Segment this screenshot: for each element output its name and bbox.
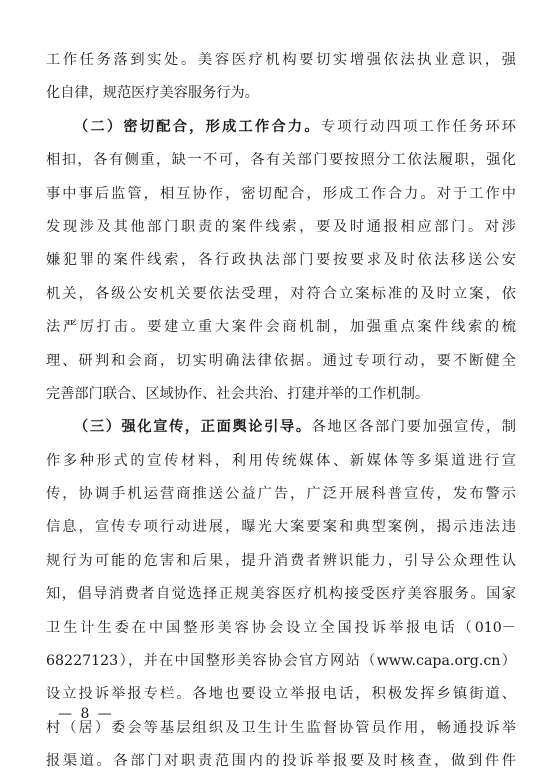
- text-line: 化自律，规范医疗美容服务行为。: [46, 85, 259, 102]
- text-line: 嫌犯罪的案件线索，各行政执法部门要按要求及时依法移送公安: [46, 252, 516, 269]
- text-line: 事中事后监管，相互协作，密切配合，形成工作合力。对于工作中: [46, 185, 516, 202]
- text-span: 各地区各部门要加强宣传，制: [311, 419, 516, 436]
- section-heading-2: （二）密切配合，形成工作合力。: [74, 118, 321, 135]
- text-line: 规行为可能的危害和后果，提升消费者辨识能力，引导公众理性认: [46, 552, 516, 569]
- text-line: 法严厉打击。要建立重大案件会商机制，加强重点案件线索的梳: [46, 319, 516, 336]
- text-line: 卫生计生委在中国整形美容协会设立全国投诉举报电话（010－: [46, 619, 516, 636]
- text-line: 设立投诉举报专栏。各地也要设立举报电话，积极发挥乡镇街道、: [46, 686, 516, 703]
- paragraph-first-line: [46, 111, 516, 144]
- text-line: 理、研判和会商，切实明确法律依据。通过专项行动，要不断健全: [46, 352, 516, 369]
- body-text: [46, 44, 516, 779]
- text-line: 68227123），并在中国整形美容协会官方网站（www.capa.org.cn）: [46, 653, 516, 670]
- page-number: — 8 —: [58, 706, 114, 722]
- text-line: 完善部门联合、区域协作、社会共治、打建并举的工作机制。: [46, 385, 430, 402]
- text-line: 村（居）委会等基层组织及卫生计生监督协管员作用，畅通投诉举: [46, 719, 516, 736]
- text-line: 报渠道。各部门对职责范围内的投诉举报要及时核查，做到件件: [46, 753, 516, 770]
- paragraph-first-line: [46, 411, 516, 444]
- text-line: 传，协调手机运营商推送公益广告，广泛开展科普宣传，发布警示: [46, 486, 516, 503]
- text-line: 相扣，各有侧重，缺一不可，各有关部门要按照分工依法履职，强化: [46, 152, 516, 169]
- text-span: 专项行动四项工作任务环环: [320, 118, 516, 135]
- text-line: 作多种形式的宣传材料，利用传统媒体、新媒体等多渠道进行宣: [46, 452, 516, 469]
- text-line: 机关，各级公安机关要依法受理，对符合立案标准的及时立案，依: [46, 285, 516, 302]
- text-line: 知，倡导消费者自觉选择正规美容医疗机构接受医疗美容服务。国家: [46, 586, 516, 603]
- section-heading-3: （三）强化宣传，正面舆论引导。: [74, 419, 312, 436]
- text-line: 信息，宣传专项行动进展，曝光大案要案和典型案例，揭示违法违: [46, 519, 516, 536]
- text-line: 工作任务落到实处。美容医疗机构要切实增强依法执业意识，强: [46, 52, 516, 68]
- text-line: 发现涉及其他部门职责的案件线索，要及时通报相应部门。对涉: [46, 218, 516, 235]
